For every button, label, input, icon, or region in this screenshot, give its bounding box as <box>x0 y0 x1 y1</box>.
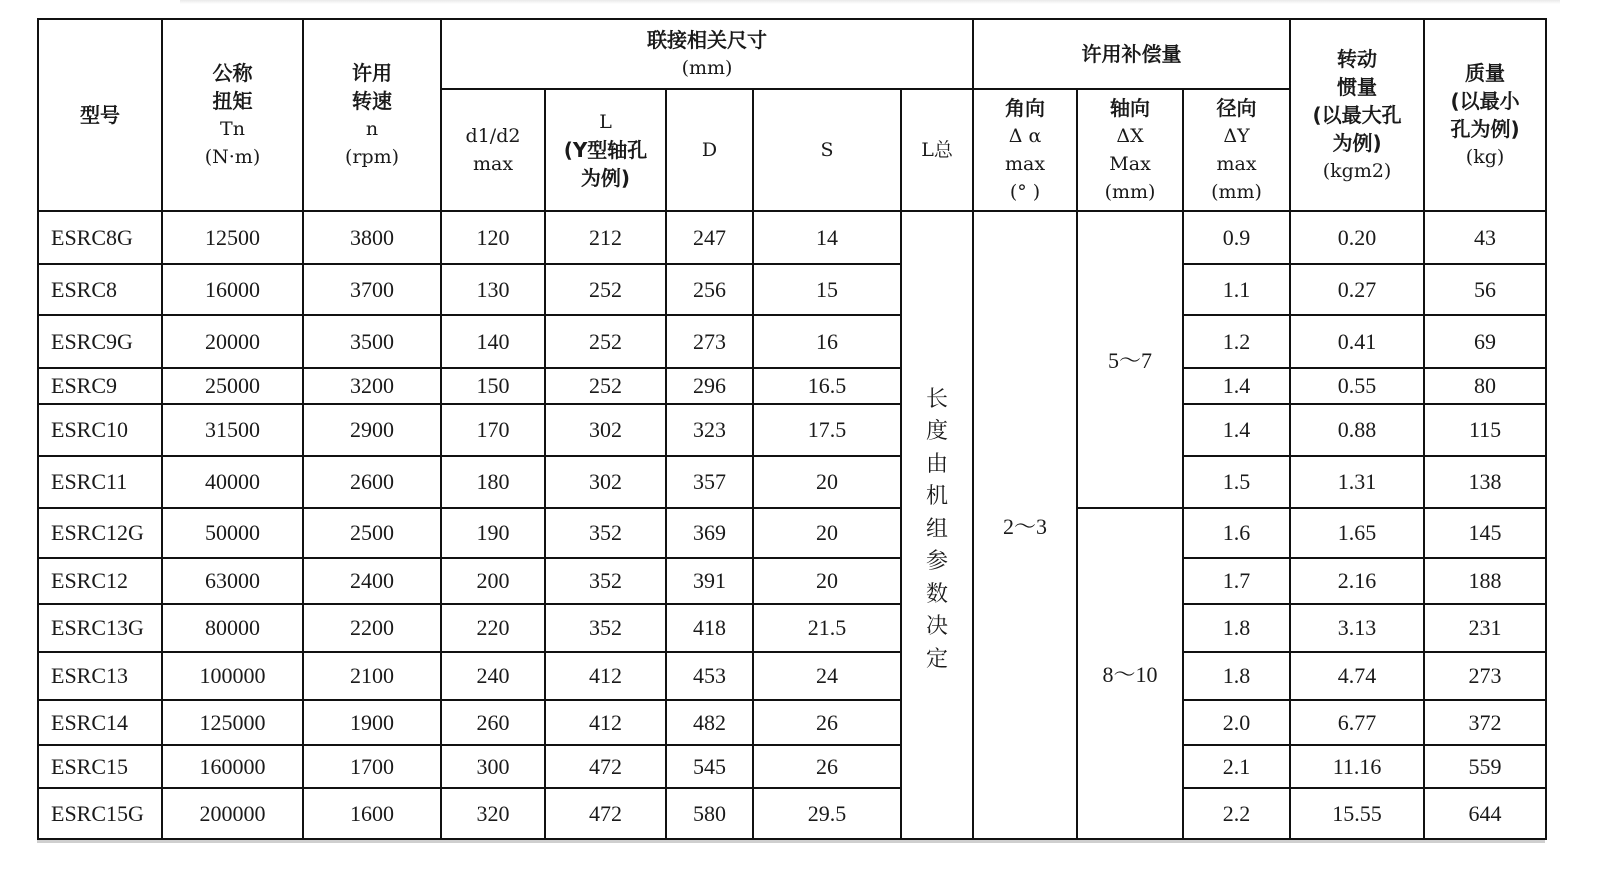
cell-model: ESRC13 <box>38 652 162 700</box>
header-radial-line: 径向 <box>1216 96 1257 120</box>
header-speed-symbol: n <box>365 118 379 140</box>
cell-D: 357 <box>666 456 753 508</box>
table-row <box>38 368 1546 404</box>
cell-torque: 40000 <box>162 456 303 508</box>
cell-inertia: 1.31 <box>1290 456 1424 508</box>
cell-s: 20 <box>753 456 901 508</box>
header-radial-unit: (mm) <box>1211 181 1262 203</box>
cell-s: 15 <box>753 264 901 315</box>
cell-inertia: 0.27 <box>1290 264 1424 315</box>
cell-radial: 1.7 <box>1183 558 1290 604</box>
cell-angular-merged: 2～3 <box>973 211 1077 839</box>
cell-s: 20 <box>753 558 901 604</box>
header-dimensions-unit: (mm) <box>681 57 733 79</box>
header-inertia-line: 为例) <box>1332 131 1382 155</box>
cell-inertia: 0.20 <box>1290 211 1424 264</box>
cell-s: 17.5 <box>753 404 901 456</box>
cell-s: 20 <box>753 508 901 558</box>
cell-D: 580 <box>666 788 753 839</box>
cell-speed: 2600 <box>303 456 441 508</box>
header-l <box>545 89 666 211</box>
header-inertia-unit: (kgm2) <box>1322 160 1392 182</box>
cell-speed: 3700 <box>303 264 441 315</box>
cell-inertia: 0.55 <box>1290 368 1424 404</box>
table-row <box>38 788 1546 839</box>
header-torque-symbol: Tn <box>220 118 245 140</box>
header-d <box>441 89 545 211</box>
header-dimensions-group <box>441 19 973 89</box>
cell-model: ESRC13G <box>38 604 162 652</box>
cell-d: 200 <box>441 558 545 604</box>
header-compensation-group <box>973 19 1290 89</box>
cell-l: 472 <box>545 745 666 788</box>
cell-radial: 1.6 <box>1183 508 1290 558</box>
cell-d: 240 <box>441 652 545 700</box>
cell-speed: 1600 <box>303 788 441 839</box>
cell-radial: 2.0 <box>1183 700 1290 745</box>
header-axial-line: Max <box>1109 153 1151 175</box>
header-mass-line: 质量 <box>1465 61 1506 85</box>
header-model-label: 型号 <box>80 102 120 127</box>
header-d-line: max <box>472 153 514 175</box>
cell-speed: 2100 <box>303 652 441 700</box>
cell-radial: 2.2 <box>1183 788 1290 839</box>
cell-d: 140 <box>441 315 545 368</box>
cell-inertia: 2.16 <box>1290 558 1424 604</box>
cell-l: 252 <box>545 368 666 404</box>
cell-mass: 138 <box>1424 456 1546 508</box>
cell-l: 472 <box>545 788 666 839</box>
cell-D: 482 <box>666 700 753 745</box>
cell-mass: 43 <box>1424 211 1546 264</box>
cell-model: ESRC15G <box>38 788 162 839</box>
table-row <box>38 508 1546 558</box>
cell-torque: 50000 <box>162 508 303 558</box>
table-row <box>38 315 1546 368</box>
cell-mass: 80 <box>1424 368 1546 404</box>
cell-mass: 115 <box>1424 404 1546 456</box>
cell-mass: 145 <box>1424 508 1546 558</box>
header-torque-line: 扭矩 <box>212 89 253 113</box>
header-inertia-line: (以最大孔 <box>1312 103 1402 127</box>
cell-inertia: 4.74 <box>1290 652 1424 700</box>
cell-l: 252 <box>545 315 666 368</box>
cell-D: 369 <box>666 508 753 558</box>
cell-torque: 12500 <box>162 211 303 264</box>
cell-speed: 2500 <box>303 508 441 558</box>
header-dimensions-title: 联接相关尺寸 <box>647 28 768 52</box>
header-S-label: S <box>820 139 834 161</box>
table-row <box>38 558 1546 604</box>
table-row <box>38 211 1546 264</box>
cell-torque: 125000 <box>162 700 303 745</box>
table-row <box>38 652 1546 700</box>
cell-inertia: 0.41 <box>1290 315 1424 368</box>
cell-d: 320 <box>441 788 545 839</box>
cell-model: ESRC9G <box>38 315 162 368</box>
cell-torque: 100000 <box>162 652 303 700</box>
header-radial-line: ΔY <box>1223 125 1250 147</box>
cell-inertia: 3.13 <box>1290 604 1424 652</box>
cell-model: ESRC8 <box>38 264 162 315</box>
cell-model: ESRC12 <box>38 558 162 604</box>
cell-l: 352 <box>545 604 666 652</box>
header-mass-line: (以最小 <box>1450 89 1520 113</box>
cell-torque: 63000 <box>162 558 303 604</box>
cell-l: 412 <box>545 652 666 700</box>
cell-model: ESRC10 <box>38 404 162 456</box>
cell-mass: 69 <box>1424 315 1546 368</box>
cell-radial: 1.5 <box>1183 456 1290 508</box>
cell-mass: 231 <box>1424 604 1546 652</box>
cell-mass: 559 <box>1424 745 1546 788</box>
cell-torque: 200000 <box>162 788 303 839</box>
cell-D: 273 <box>666 315 753 368</box>
cell-D: 418 <box>666 604 753 652</box>
header-compensation-title: 许用补偿量 <box>1081 41 1182 66</box>
header-angular-line: Δ α <box>1008 125 1042 147</box>
cell-D: 256 <box>666 264 753 315</box>
cell-radial: 1.2 <box>1183 315 1290 368</box>
coupling-spec-table <box>37 18 1547 840</box>
header-d-line: d1/d2 <box>465 125 521 147</box>
cell-d: 220 <box>441 604 545 652</box>
cell-speed: 2400 <box>303 558 441 604</box>
cell-s: 29.5 <box>753 788 901 839</box>
cell-inertia: 0.88 <box>1290 404 1424 456</box>
cell-d: 170 <box>441 404 545 456</box>
cell-model: ESRC9 <box>38 368 162 404</box>
header-speed <box>303 19 441 211</box>
cell-inertia: 6.77 <box>1290 700 1424 745</box>
header-l-line: 为例) <box>580 166 631 190</box>
cell-radial: 1.4 <box>1183 368 1290 404</box>
header-mass-line: 孔为例) <box>1450 117 1520 141</box>
header-angular <box>973 89 1077 211</box>
table-row <box>38 404 1546 456</box>
cell-model: ESRC8G <box>38 211 162 264</box>
cell-s: 14 <box>753 211 901 264</box>
cell-l: 252 <box>545 264 666 315</box>
header-l-total <box>901 89 973 211</box>
header-S <box>753 89 901 211</box>
header-angular-unit: (° ) <box>1009 181 1041 203</box>
header-speed-line: 许用 <box>352 61 392 85</box>
table-row <box>38 456 1546 508</box>
cell-radial: 1.1 <box>1183 264 1290 315</box>
cell-l: 302 <box>545 456 666 508</box>
cell-s: 26 <box>753 745 901 788</box>
cell-model: ESRC11 <box>38 456 162 508</box>
cell-torque: 31500 <box>162 404 303 456</box>
header-speed-line: 转速 <box>352 89 392 113</box>
cell-speed: 3800 <box>303 211 441 264</box>
header-row-1 <box>38 19 1546 89</box>
header-D-label: D <box>701 139 718 161</box>
cell-torque: 16000 <box>162 264 303 315</box>
header-torque-line: 公称 <box>212 61 253 85</box>
cell-mass: 372 <box>1424 700 1546 745</box>
cell-mass: 273 <box>1424 652 1546 700</box>
header-axial-line: 轴向 <box>1110 96 1151 120</box>
cell-l: 412 <box>545 700 666 745</box>
cell-d: 130 <box>441 264 545 315</box>
header-radial <box>1183 89 1290 211</box>
cell-axial-merged-1: 5～7 <box>1077 211 1183 508</box>
cell-mass: 644 <box>1424 788 1546 839</box>
cell-inertia: 1.65 <box>1290 508 1424 558</box>
cell-d: 260 <box>441 700 545 745</box>
cell-speed: 3500 <box>303 315 441 368</box>
cell-inertia: 11.16 <box>1290 745 1424 788</box>
cell-D: 545 <box>666 745 753 788</box>
table-bottom-shadow <box>37 840 1545 843</box>
cell-torque: 20000 <box>162 315 303 368</box>
cell-l: 212 <box>545 211 666 264</box>
cell-axial-merged-2: 8～10 <box>1077 508 1183 839</box>
l-total-note: 长度由机组参数决定 <box>926 386 949 672</box>
header-axial <box>1077 89 1183 211</box>
header-l-line: L <box>599 111 612 133</box>
header-angular-line: max <box>1005 153 1046 175</box>
table-row <box>38 700 1546 745</box>
header-inertia-line: 转动 <box>1337 47 1378 71</box>
cell-l: 302 <box>545 404 666 456</box>
cell-model: ESRC14 <box>38 700 162 745</box>
cell-speed: 2900 <box>303 404 441 456</box>
header-mass-unit: (kg) <box>1465 146 1505 168</box>
cell-model: ESRC12G <box>38 508 162 558</box>
cell-model: ESRC15 <box>38 745 162 788</box>
cell-d: 180 <box>441 456 545 508</box>
header-torque-unit: (N·m) <box>204 146 261 168</box>
cell-l: 352 <box>545 558 666 604</box>
cell-D: 453 <box>666 652 753 700</box>
header-D <box>666 89 753 211</box>
header-axial-unit: (mm) <box>1104 181 1156 203</box>
header-model <box>38 19 162 211</box>
cell-D: 247 <box>666 211 753 264</box>
cell-s: 21.5 <box>753 604 901 652</box>
cell-radial: 1.8 <box>1183 604 1290 652</box>
table-row <box>38 745 1546 788</box>
cell-speed: 1700 <box>303 745 441 788</box>
cell-l: 352 <box>545 508 666 558</box>
cell-s: 26 <box>753 700 901 745</box>
cell-inertia: 15.55 <box>1290 788 1424 839</box>
cell-d: 300 <box>441 745 545 788</box>
cell-D: 391 <box>666 558 753 604</box>
header-inertia <box>1290 19 1424 211</box>
table-row <box>38 264 1546 315</box>
cell-s: 24 <box>753 652 901 700</box>
cell-radial: 2.1 <box>1183 745 1290 788</box>
cell-speed: 2200 <box>303 604 441 652</box>
cell-mass: 56 <box>1424 264 1546 315</box>
cell-radial: 1.8 <box>1183 652 1290 700</box>
cell-d: 120 <box>441 211 545 264</box>
cell-torque: 80000 <box>162 604 303 652</box>
cell-speed: 3200 <box>303 368 441 404</box>
cell-radial: 0.9 <box>1183 211 1290 264</box>
header-angular-line: 角向 <box>1005 96 1046 120</box>
table-row <box>38 604 1546 652</box>
scan-edge-shadow <box>180 0 1560 4</box>
cell-D: 323 <box>666 404 753 456</box>
header-speed-unit: (rpm) <box>344 146 400 168</box>
header-l-total-label: L总 <box>921 139 953 161</box>
header-inertia-line: 惯量 <box>1337 75 1378 99</box>
cell-l-total-merged <box>901 211 973 839</box>
header-l-line: (Y型轴孔 <box>563 138 648 162</box>
header-torque <box>162 19 303 211</box>
cell-torque: 25000 <box>162 368 303 404</box>
cell-s: 16 <box>753 315 901 368</box>
cell-speed: 1900 <box>303 700 441 745</box>
cell-torque: 160000 <box>162 745 303 788</box>
header-axial-line: ΔX <box>1116 125 1144 147</box>
cell-D: 296 <box>666 368 753 404</box>
header-mass <box>1424 19 1546 211</box>
cell-radial: 1.4 <box>1183 404 1290 456</box>
cell-d: 190 <box>441 508 545 558</box>
cell-mass: 188 <box>1424 558 1546 604</box>
cell-d: 150 <box>441 368 545 404</box>
header-radial-line: max <box>1216 153 1257 175</box>
cell-s: 16.5 <box>753 368 901 404</box>
